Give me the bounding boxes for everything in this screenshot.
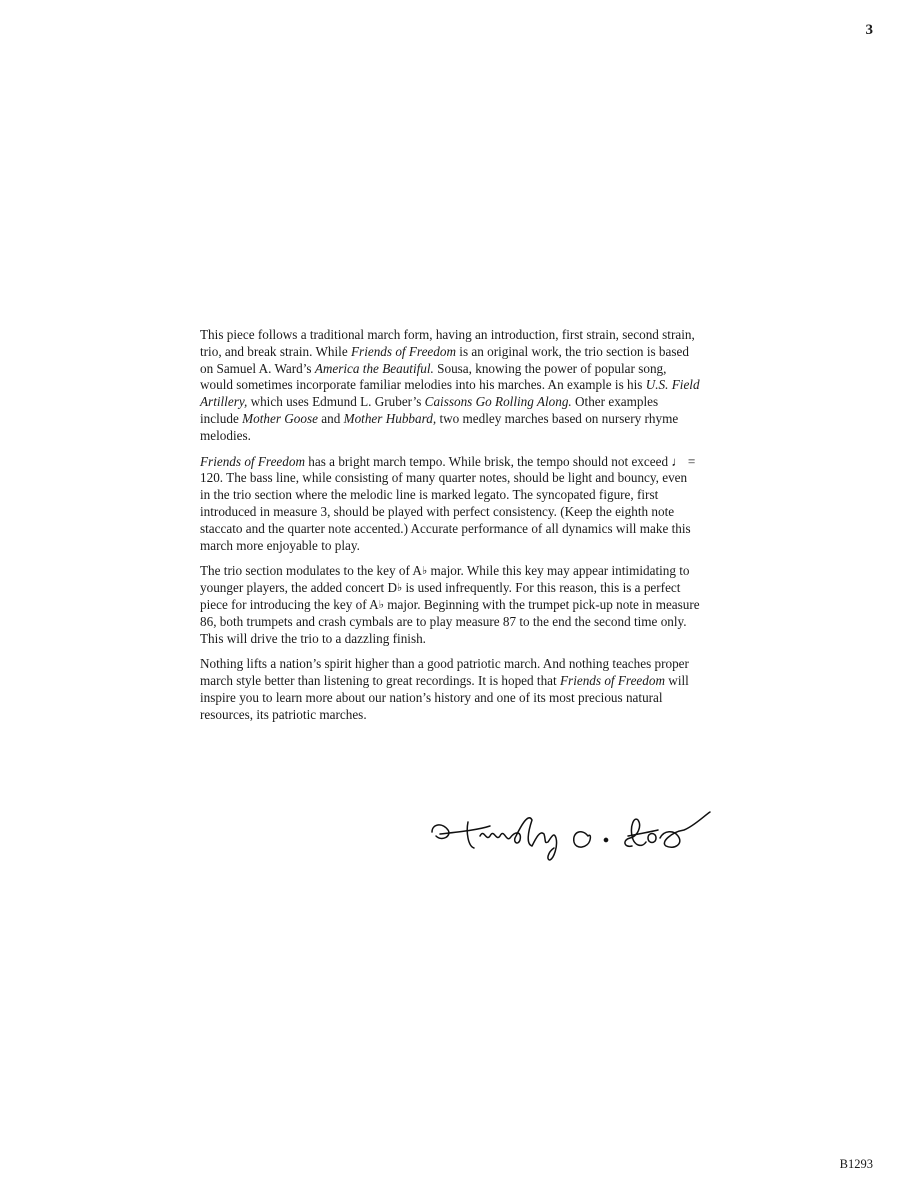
paragraph <box>200 656 700 723</box>
page-number: 3 <box>865 22 873 38</box>
text-run: which uses Edmund L. Gruber’s <box>247 394 425 410</box>
text-run: is used infrequently. For this reason, this is a perfect piece for introducing the key of A <box>200 580 681 612</box>
text-run: Other examples include <box>200 394 659 426</box>
preface-text <box>200 327 700 733</box>
author-signature <box>428 802 713 864</box>
paragraph <box>200 454 700 555</box>
text-run: is an original work, the trio section is based on Samuel A. Ward’s <box>200 343 689 376</box>
text-run: two medley marches based on nursery rhyme melodies. <box>200 410 679 443</box>
flat-symbol: ♭ <box>421 565 428 578</box>
text-run: and <box>317 410 344 426</box>
text-run: This piece follows a traditional march form, having an introduction, first strain, second strain, trio, and break strain. While <box>200 327 695 359</box>
text-run: The trio section modulates to the key of A <box>200 563 422 579</box>
italic-title: Friends of Freedom <box>351 343 456 359</box>
italic-title: Mother Goose <box>242 410 318 426</box>
flat-symbol: ♭ <box>378 598 384 611</box>
text-run: major. Beginning with the trumpet pick-up note in measure 86, both trumpets and crash cymbals are to play measure 87 to the end the second time only. This will drive the trio to a dazzling finish. <box>200 596 700 646</box>
text-run: major. While this key may appear intimidating to younger players, the added concert D <box>200 563 690 596</box>
italic-title: U.S. Field Artillery, <box>200 377 700 410</box>
text-run: Sousa, knowing the power of popular song, would sometimes incorporate familiar melodies into his marches. An example is his <box>200 360 667 393</box>
flat-symbol: ♭ <box>397 582 403 595</box>
text-run: has a bright march tempo. While brisk, the tempo should not exceed ♩ = 120. The bass line, while consisting of many quarter notes, should be light and bouncy, even in the trio section where the melodic line is marked legato. The syncopated figure, first introduced in measure 3, should be played with perfect consistency. (Keep the eighth note staccato and the quarter note accented.) Accurate performance of all dynamics will make this march more enjoyable to play. <box>200 453 696 553</box>
catalog-number: B1293 <box>839 1157 873 1171</box>
italic-title: Mother Hubbard, <box>343 410 437 426</box>
italic-title: Friends of Freedom <box>200 453 305 469</box>
text-run: Nothing lifts a nation’s spirit higher than a good patriotic march. And nothing teaches proper march style better than listening to great recordings. It is hoped that <box>200 656 689 689</box>
italic-title: Caissons Go Rolling Along. <box>424 394 572 410</box>
italic-title: Friends of Freedom <box>560 673 665 689</box>
paragraph <box>200 563 700 647</box>
text-run: will inspire you to learn more about our nation’s history and one of its most precious natural resources, its patriotic marches. <box>200 673 689 722</box>
paragraph <box>200 327 700 445</box>
italic-title: America the Beautiful. <box>314 360 434 376</box>
